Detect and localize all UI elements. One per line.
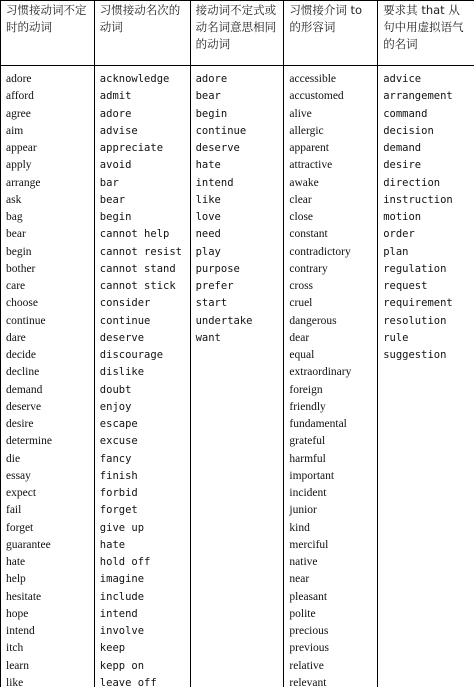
word-item: itch — [6, 642, 24, 655]
column-adjectives-to — [284, 66, 378, 687]
word-item: prefer — [195, 280, 234, 292]
word-item: leave off — [99, 676, 157, 687]
word-item: direction — [383, 176, 441, 189]
word-item: motion — [383, 211, 422, 223]
word-list — [378, 66, 474, 364]
word-item: fail — [6, 504, 22, 517]
word-item: give up — [99, 521, 145, 534]
word-item: like — [195, 193, 221, 206]
word-item: bag — [6, 211, 23, 223]
word-item: native — [289, 556, 318, 568]
word-item: contrary — [289, 262, 328, 275]
header-line: 动名词意思相同 — [195, 20, 277, 34]
word-item: pleasant — [289, 590, 328, 603]
word-item: avoid — [99, 159, 132, 172]
word-item: afford — [6, 90, 34, 103]
word-item: kind — [289, 521, 310, 534]
word-item: regulation — [383, 262, 447, 275]
word-item: expect — [6, 487, 37, 499]
header-cell-subjunctive-nouns — [378, 1, 474, 65]
word-item: learn — [6, 659, 29, 672]
word-item: precious — [289, 625, 329, 637]
word-item: advise — [99, 124, 138, 137]
word-item: dare — [6, 331, 26, 344]
word-item: fundamental — [289, 418, 347, 430]
word-item: admit — [99, 90, 132, 103]
word-item: bear — [6, 228, 26, 241]
word-item: suggestion — [383, 349, 447, 361]
body-row — [1, 66, 474, 687]
word-item: deserve — [99, 331, 145, 344]
word-item: excuse — [99, 435, 138, 448]
word-item: continue — [99, 314, 151, 327]
header-cell-adjectives-to — [284, 1, 378, 65]
word-item: accustomed — [289, 90, 344, 103]
word-item: junior — [289, 504, 317, 517]
word-item: close — [289, 211, 314, 223]
word-item: bar — [99, 176, 119, 189]
header-row — [1, 1, 474, 66]
word-item: order — [383, 228, 415, 241]
word-item: appear — [6, 142, 37, 154]
word-item: start — [195, 297, 228, 310]
word-item: appreciate — [99, 142, 164, 154]
header-line: 习惯接动名次的 — [99, 3, 181, 17]
word-item: relevant — [289, 676, 327, 687]
word-item: play — [195, 245, 221, 258]
word-item: clear — [289, 193, 312, 206]
word-item: bother — [6, 262, 36, 275]
word-item: advice — [383, 73, 422, 85]
word-list — [95, 66, 190, 687]
word-item: harmful — [289, 452, 326, 465]
word-list — [191, 66, 284, 347]
header-line: 习惯接介词 to — [289, 3, 363, 17]
word-item: near — [289, 573, 310, 586]
word-item: agree — [6, 107, 31, 120]
word-item: instruction — [383, 193, 453, 206]
word-item: incident — [289, 487, 327, 499]
word-item: imagine — [99, 573, 145, 586]
word-item: accessible — [289, 73, 337, 85]
word-item: hate — [195, 159, 221, 172]
header-cell-infinitive-verbs — [1, 1, 95, 65]
header-line: 句中用虚拟语气 — [383, 20, 464, 34]
word-item: like — [6, 676, 24, 687]
word-item: decision — [383, 124, 434, 137]
word-item: intend — [99, 607, 138, 620]
word-item: dislike — [99, 366, 145, 379]
word-item: hope — [6, 607, 29, 620]
word-item: adore — [99, 107, 132, 120]
header-line: 习惯接动词不定 — [6, 3, 87, 17]
word-item: bear — [195, 90, 221, 103]
word-item: desire — [6, 418, 34, 430]
word-item: cannot stand — [99, 262, 176, 275]
word-item: forbid — [99, 487, 138, 499]
header-line: 动词 — [99, 20, 123, 34]
word-item: continue — [195, 124, 247, 137]
word-item: cross — [289, 280, 314, 292]
word-item: desire — [383, 159, 422, 172]
word-item: kepp on — [99, 659, 145, 672]
word-item: begin — [6, 245, 32, 258]
word-item: love — [195, 211, 221, 223]
word-item: cannot stick — [99, 280, 176, 292]
word-item: rule — [383, 331, 409, 344]
column-either-form-verbs — [191, 66, 285, 687]
word-item: doubt — [99, 383, 132, 396]
word-item: hesitate — [6, 590, 42, 603]
word-item: friendly — [289, 400, 326, 413]
word-item: care — [6, 280, 26, 292]
column-infinitive-verbs — [1, 66, 95, 687]
word-item: hold off — [99, 556, 151, 568]
word-list — [284, 66, 377, 687]
word-item: request — [383, 280, 428, 292]
header-line: 的形容词 — [289, 20, 336, 34]
word-item: awake — [289, 176, 319, 189]
word-item: intend — [195, 176, 234, 189]
word-item: deserve — [6, 400, 42, 413]
word-item: contradictory — [289, 245, 351, 258]
header-cell-gerund-verbs — [95, 1, 191, 65]
word-item: important — [289, 469, 335, 482]
word-item: want — [195, 331, 221, 344]
word-list — [1, 66, 94, 687]
word-item: polite — [289, 607, 316, 620]
word-item: involve — [99, 625, 145, 637]
word-item: constant — [289, 228, 328, 241]
word-item: consider — [99, 297, 151, 310]
word-item: help — [6, 573, 26, 586]
header-line: 时的动词 — [6, 20, 52, 34]
word-item: finish — [99, 469, 138, 482]
header-line: 要求其 that 从 — [383, 3, 460, 17]
word-item: escape — [99, 418, 138, 430]
word-item: demand — [6, 383, 43, 396]
word-item: previous — [289, 642, 329, 655]
word-item: bear — [99, 193, 126, 206]
word-item: begin — [195, 107, 228, 120]
word-item: include — [99, 590, 145, 603]
word-item: need — [195, 228, 221, 241]
word-item: alive — [289, 107, 312, 120]
word-item: extraordinary — [289, 366, 352, 379]
word-item: dear — [289, 331, 310, 344]
word-item: grateful — [289, 435, 326, 448]
word-item: command — [383, 107, 428, 120]
word-item: essay — [6, 469, 31, 482]
word-item: plan — [383, 245, 409, 258]
word-item: intend — [6, 625, 35, 637]
header-line: 的动词 — [195, 37, 231, 51]
word-item: hate — [6, 556, 26, 568]
word-item: fancy — [99, 452, 132, 465]
word-item: dangerous — [289, 314, 337, 327]
header-cell-either-form-verbs — [191, 1, 285, 65]
word-item: equal — [289, 349, 315, 361]
header-line: 的名词 — [383, 37, 418, 51]
header-line: 接动词不定式或 — [195, 3, 277, 17]
word-item: ask — [6, 193, 22, 206]
word-item: purpose — [195, 262, 240, 275]
word-item: guarantee — [6, 538, 51, 551]
word-item: foreign — [289, 383, 323, 396]
word-item: acknowledge — [99, 73, 170, 85]
word-item: cannot resist — [99, 245, 182, 258]
word-item: attractive — [289, 159, 333, 172]
word-item: deserve — [195, 142, 240, 154]
word-item: cruel — [289, 297, 313, 310]
word-item: determine — [6, 435, 52, 448]
word-item: relative — [289, 659, 324, 672]
column-gerund-verbs — [95, 66, 191, 687]
word-item: enjoy — [99, 400, 132, 413]
word-item: undertake — [195, 314, 253, 327]
word-item: hate — [99, 538, 126, 551]
word-item: decline — [6, 366, 40, 379]
word-item: allergic — [289, 124, 324, 137]
word-item: adore — [6, 73, 32, 85]
word-item: die — [6, 452, 21, 465]
word-item: arrange — [6, 176, 41, 189]
word-item: adore — [195, 73, 228, 85]
word-item: demand — [383, 142, 422, 154]
word-item: aim — [6, 124, 24, 137]
column-subjunctive-nouns — [378, 66, 474, 687]
word-item: begin — [99, 211, 132, 223]
word-item: choose — [6, 297, 38, 310]
word-item: forget — [6, 521, 34, 534]
word-item: discourage — [99, 349, 164, 361]
word-item: requirement — [383, 297, 453, 310]
word-item: apparent — [289, 142, 329, 154]
word-item: arrangement — [383, 90, 453, 103]
word-item: keep — [99, 642, 126, 655]
word-item: continue — [6, 314, 46, 327]
word-item: cannot help — [99, 228, 170, 241]
word-item: decide — [6, 349, 37, 361]
word-item: merciful — [289, 538, 329, 551]
word-item: resolution — [383, 314, 447, 327]
word-item: forget — [99, 504, 138, 517]
word-item: apply — [6, 159, 32, 172]
